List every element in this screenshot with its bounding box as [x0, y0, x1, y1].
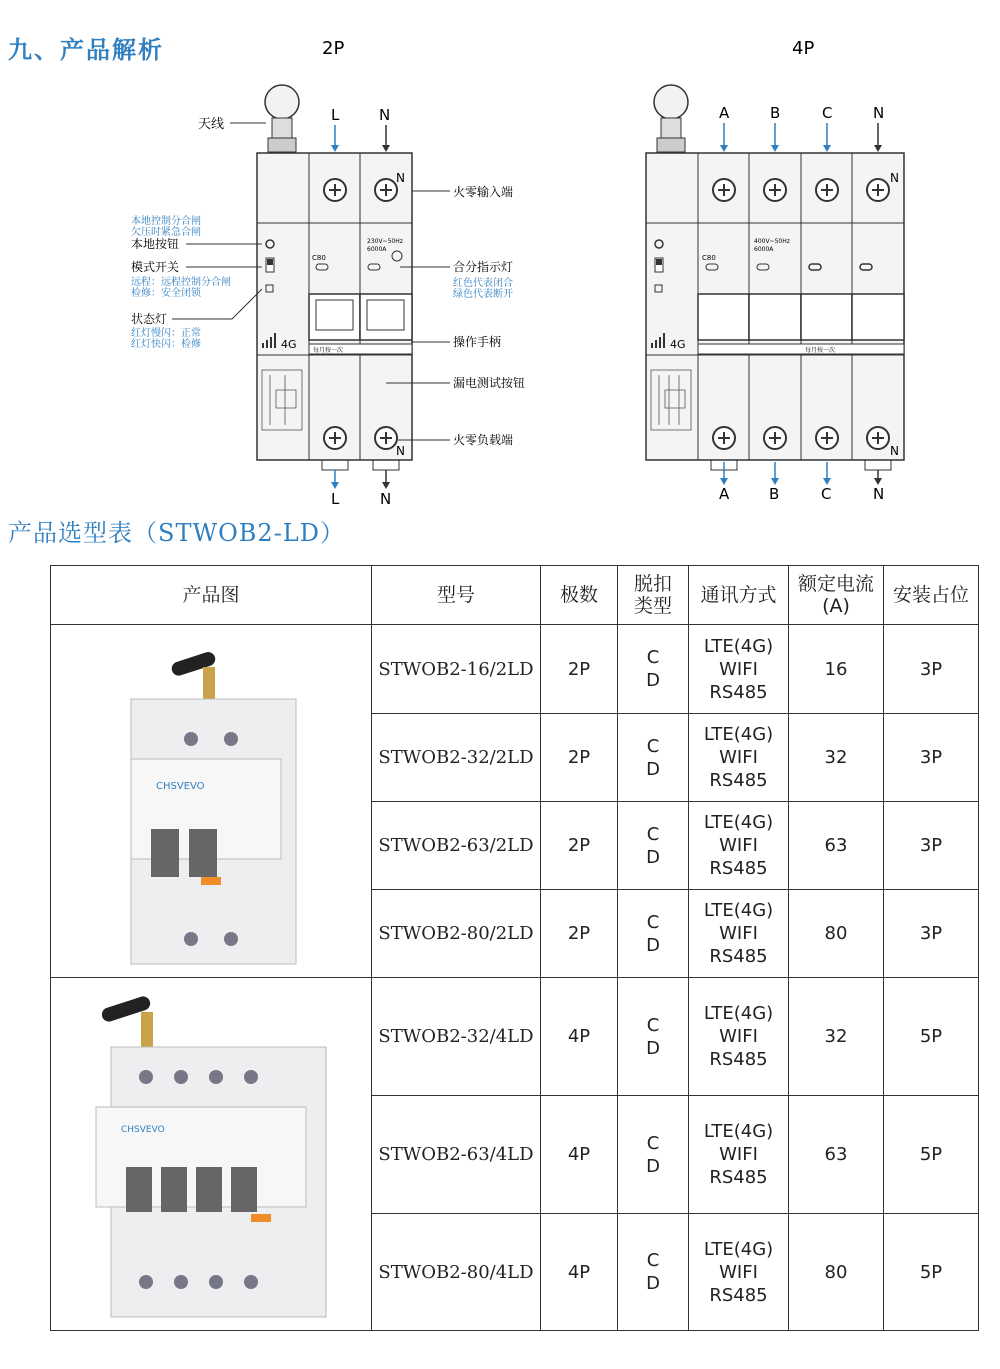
output-label-C: C — [821, 485, 832, 503]
cell-current: 63 — [789, 802, 884, 890]
table-row — [51, 625, 979, 714]
cell-model: STWOB2-80/4LD — [372, 1214, 541, 1331]
terminal-screw-icon — [375, 427, 397, 449]
cell-poles: 2P — [541, 890, 618, 978]
cell-comm — [689, 890, 789, 978]
input-label-C: C — [822, 104, 833, 122]
comm-wifi: WIFI — [719, 747, 758, 768]
trip-d: D — [646, 934, 660, 956]
cell-trip — [618, 714, 689, 802]
comm-rs485: RS485 — [709, 858, 768, 879]
output-label-N: N — [380, 490, 392, 508]
callout-on-off-red: 红色代表闭合 — [453, 278, 513, 289]
cell-current: 80 — [789, 1214, 884, 1331]
terminal-screw-icon — [324, 179, 346, 201]
comm-lte: LTE(4G) — [703, 635, 774, 657]
header-width: 安装占位 — [884, 566, 979, 625]
header-current-line2: (A) — [822, 595, 850, 617]
cell-poles: 4P — [541, 1214, 618, 1331]
cell-width: 5P — [884, 1096, 979, 1214]
comm-rs485: RS485 — [709, 770, 768, 791]
rating-line-1: 230V~50Hz — [367, 238, 403, 245]
comm-wifi: WIFI — [719, 1144, 758, 1165]
input-label-N: N — [873, 104, 885, 122]
rating-line-2: 6000A — [754, 246, 774, 253]
cell-model: STWOB2-32/4LD — [372, 978, 541, 1096]
cell-model: STWOB2-63/2LD — [372, 802, 541, 890]
header-current — [789, 566, 884, 625]
operating-handle[interactable] — [749, 294, 801, 340]
section-title: 九、产品解析 — [8, 36, 164, 64]
comm-wifi: WIFI — [719, 1026, 758, 1047]
cell-width: 3P — [884, 714, 979, 802]
trip-c: C — [646, 735, 660, 757]
header-model: 型号 — [372, 566, 541, 625]
cell-comm — [689, 1214, 789, 1331]
terminal-screw-icon — [713, 179, 735, 201]
cell-model: STWOB2-63/4LD — [372, 1096, 541, 1214]
model-c80-label: C80 — [702, 254, 716, 262]
callout-live-neutral-load: 火零负载端 — [453, 433, 514, 447]
callout-mode-switch: 模式开关 — [131, 260, 180, 274]
table-row — [51, 978, 979, 1096]
svg-text:N: N — [890, 171, 899, 185]
handle-label: 每月按一次 — [313, 347, 344, 354]
input-label-B: B — [770, 104, 781, 122]
selection-table — [50, 565, 979, 1331]
output-label-B: B — [769, 485, 780, 503]
cell-current: 32 — [789, 714, 884, 802]
terminal-screw-icon — [867, 427, 889, 449]
rating-line-2: 6000A — [367, 246, 387, 253]
trip-d: D — [646, 1273, 660, 1294]
header-trip-line1: 脱扣 — [633, 573, 672, 595]
cell-comm — [689, 625, 789, 714]
comm-wifi: WIFI — [719, 1261, 758, 1283]
operating-handle[interactable] — [698, 294, 749, 340]
cell-poles: 2P — [541, 802, 618, 890]
output-label-N: N — [873, 485, 885, 503]
cell-comm — [689, 802, 789, 890]
comm-lte: LTE(4G) — [703, 1238, 774, 1260]
callout-mode-remote: 远程：远程控制分合闸 — [131, 277, 231, 288]
cell-trip — [618, 802, 689, 890]
handle-label: 每月按一次 — [805, 347, 836, 354]
input-label-N: N — [379, 106, 391, 124]
cell-current: 63 — [789, 1096, 884, 1214]
rating-line-1: 400V~50Hz — [754, 238, 790, 245]
cell-trip — [618, 1214, 689, 1331]
callout-status-led: 状态灯 — [131, 312, 168, 326]
callout-leak-test: 漏电测试按钮 — [453, 376, 526, 390]
comm-wifi: WIFI — [719, 923, 758, 944]
trip-d: D — [646, 670, 660, 691]
header-poles: 极数 — [541, 566, 618, 625]
product-image-4p — [51, 978, 372, 1331]
cell-poles: 4P — [541, 1096, 618, 1214]
model-c80-label: C80 — [312, 254, 326, 262]
operating-handle[interactable] — [309, 294, 360, 340]
product-photo-2p — [111, 629, 311, 969]
comm-rs485: RS485 — [709, 681, 768, 703]
terminal-screw-icon — [764, 427, 786, 449]
trip-c: C — [646, 1250, 660, 1271]
trip-c: C — [646, 1014, 660, 1036]
comm-lte: LTE(4G) — [703, 812, 774, 833]
comm-lte: LTE(4G) — [703, 1121, 774, 1142]
cell-width: 3P — [884, 802, 979, 890]
cell-model: STWOB2-80/2LD — [372, 890, 541, 978]
antenna-icon — [265, 85, 299, 152]
selection-title-prefix: 产品选型表（ — [8, 519, 158, 547]
selection-title-model: STWOB2-LD — [158, 519, 320, 547]
callout-mode-maint: 检修：安全闭锁 — [131, 288, 201, 299]
terminal-screw-icon — [324, 427, 346, 449]
cell-model: STWOB2-32/2LD — [372, 714, 541, 802]
cell-width: 3P — [884, 625, 979, 714]
comm-wifi: WIFI — [719, 658, 758, 680]
cell-poles: 2P — [541, 714, 618, 802]
terminal-screw-icon — [764, 179, 786, 201]
cell-trip — [618, 1096, 689, 1214]
selection-table-title — [8, 513, 345, 548]
cell-current: 80 — [789, 890, 884, 978]
comm-rs485: RS485 — [709, 946, 768, 967]
terminal-screw-icon — [713, 427, 735, 449]
terminal-screw-icon — [816, 427, 838, 449]
cell-model: STWOB2-16/2LD — [372, 625, 541, 714]
signal-label: 4G — [670, 338, 686, 351]
trip-d: D — [646, 1037, 660, 1059]
callout-status-fast: 红灯快闪：检修 — [131, 339, 201, 350]
signal-label: 4G — [281, 338, 297, 351]
comm-lte: LTE(4G) — [703, 900, 774, 921]
cell-comm — [689, 978, 789, 1096]
comm-wifi: WIFI — [719, 835, 758, 856]
antenna-icon — [654, 85, 688, 152]
cell-current: 32 — [789, 978, 884, 1096]
cell-trip — [618, 625, 689, 714]
header-trip — [618, 566, 689, 625]
trip-d: D — [646, 846, 660, 868]
selection-title-suffix: ） — [320, 519, 345, 547]
operating-handle[interactable] — [801, 294, 852, 340]
trip-c: C — [646, 647, 660, 668]
cell-comm — [689, 1096, 789, 1214]
header-current-line1: 额定电流 — [797, 573, 874, 595]
comm-rs485: RS485 — [709, 1284, 768, 1306]
terminal-screw-icon — [816, 179, 838, 201]
cell-poles: 4P — [541, 978, 618, 1096]
trip-c: C — [646, 1132, 660, 1154]
cell-current: 16 — [789, 625, 884, 714]
product-brand: CHSVEVO — [121, 1124, 165, 1135]
diagram-4p — [620, 30, 920, 510]
cell-trip — [618, 890, 689, 978]
svg-text:N: N — [890, 444, 899, 458]
callout-antenna: 天线 — [198, 117, 225, 132]
svg-text:N: N — [396, 171, 405, 185]
cell-comm — [689, 714, 789, 802]
operating-handle[interactable] — [852, 294, 904, 340]
cell-width: 5P — [884, 1214, 979, 1331]
input-label-A: A — [719, 104, 730, 122]
callout-on-off-led: 合分指示灯 — [453, 260, 514, 274]
trip-d: D — [646, 758, 660, 780]
header-comm: 通讯方式 — [689, 566, 789, 625]
cell-trip — [618, 978, 689, 1096]
callout-status-slow: 红灯慢闪：正常 — [131, 328, 201, 339]
svg-text:N: N — [396, 444, 405, 458]
comm-lte: LTE(4G) — [703, 724, 774, 745]
cell-width: 5P — [884, 978, 979, 1096]
trip-c: C — [646, 911, 660, 933]
output-label-A: A — [719, 485, 730, 503]
header-trip-line2: 类型 — [633, 595, 672, 617]
callout-local-desc2: 欠压时紧急合闸 — [131, 227, 201, 238]
diagram-2p-title: 2P — [322, 38, 345, 59]
comm-rs485: RS485 — [709, 1049, 768, 1070]
comm-lte: LTE(4G) — [703, 1003, 774, 1024]
callout-handle: 操作手柄 — [453, 335, 502, 349]
callout-local-desc1: 本地控制分合闸 — [131, 216, 201, 227]
diagram-4p-title: 4P — [792, 38, 815, 59]
cell-poles: 2P — [541, 625, 618, 714]
table-header-row — [51, 566, 979, 625]
trip-c: C — [646, 823, 660, 845]
product-photo-4p — [71, 982, 351, 1322]
product-brand: CHSVEVO — [156, 780, 205, 792]
input-label-L: L — [331, 106, 340, 124]
cell-width: 3P — [884, 890, 979, 978]
output-label-L: L — [331, 490, 340, 508]
header-image: 产品图 — [51, 566, 372, 625]
comm-rs485: RS485 — [709, 1167, 768, 1188]
diagram-2p — [0, 30, 560, 510]
terminal-screw-icon — [375, 179, 397, 201]
callout-local-button: 本地按钮 — [131, 237, 180, 251]
callout-live-neutral-in: 火零输入端 — [453, 185, 514, 199]
callout-on-off-green: 绿色代表断开 — [453, 289, 513, 300]
terminal-screw-icon — [867, 179, 889, 201]
product-image-2p — [51, 625, 372, 978]
trip-d: D — [646, 1155, 660, 1177]
